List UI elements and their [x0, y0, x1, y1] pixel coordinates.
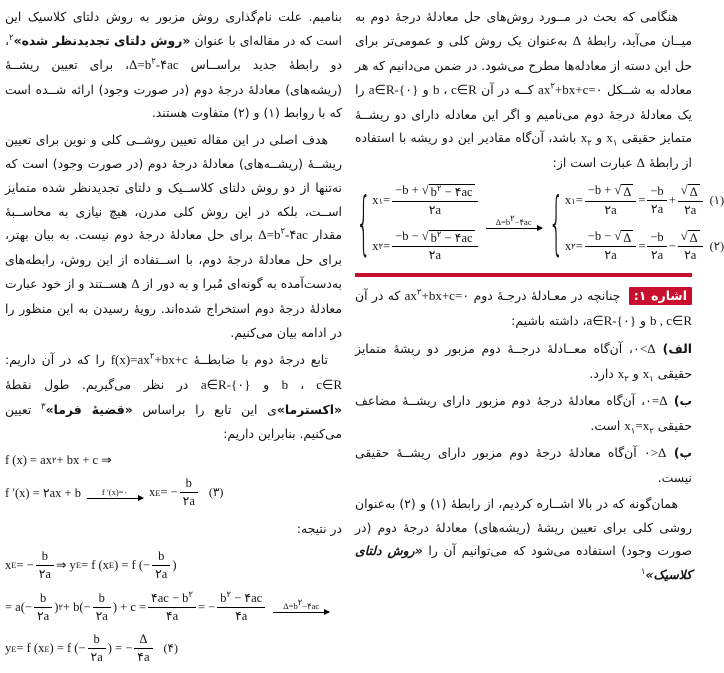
labeled-arrow [486, 213, 542, 229]
denominator [647, 247, 666, 264]
case-item-delta-zero [355, 389, 692, 439]
text-run: Δ [636, 155, 645, 171]
bold-term: ب) [667, 393, 692, 409]
numerator [148, 590, 196, 608]
numerator [217, 590, 265, 608]
text-run: عبارت است از: [552, 155, 637, 171]
text-run: ۲a [155, 566, 168, 581]
numerator [647, 183, 666, 201]
text-run: −b [650, 184, 664, 199]
text-run: ۲a [604, 202, 617, 217]
numerator [134, 631, 152, 649]
text-run: باشد، آن‌گاه مقادیر این دو ریشه با استفاده از رابطۀ [355, 130, 692, 171]
numerator [392, 228, 477, 248]
inline-math [111, 352, 188, 367]
text-run: ۴a [165, 608, 179, 623]
closing-paragraph [355, 492, 692, 587]
radicand [688, 230, 700, 247]
text-run: = − [198, 599, 216, 614]
text-run: -۴ac [155, 56, 179, 72]
equation-number: (۴) [163, 641, 178, 656]
denominator [585, 202, 637, 219]
text-run: b [430, 185, 437, 200]
text-run: b [158, 548, 165, 563]
text-run: −۴ac [302, 600, 320, 611]
square-root [614, 230, 633, 247]
bold-term: پ) [666, 444, 692, 460]
denominator [585, 247, 637, 264]
superscript: ۲ [436, 183, 442, 194]
text-run: ی این تابع را براساس [132, 401, 277, 417]
text-run: هســتند و از خود عبارت معادلۀ درجۀ دوم استخراج شده‌اند. رویۀ رسیدن به این منظور را در ادامه بیان می‌کنیم. [5, 276, 342, 340]
equation-extremum-x: x E = − $\frac{b}{۲a}$ ⇒ y E = f (x E ) = f (− $\frac{b}{۲a}$ ) [5, 548, 177, 581]
fraction [34, 590, 52, 625]
bold-italic-term: «روش دلتای کلاسیک» [355, 543, 692, 583]
radical-sign: √ [614, 228, 622, 243]
text-run: − ۴ac [441, 230, 473, 245]
text-run: +bx+c [154, 351, 188, 367]
text-run: ، دو رابطۀ جدید براســاس [5, 32, 343, 72]
inline-math [645, 393, 668, 408]
text-run: ax [404, 288, 417, 304]
subscript: ۱ [649, 373, 654, 384]
text-run: = [575, 193, 583, 207]
fraction [152, 548, 170, 583]
text-run: x [148, 485, 156, 500]
text-run: − ۴ac [231, 590, 263, 605]
fraction [585, 228, 637, 265]
inline-math [201, 377, 251, 392]
superscript: ۲ [188, 588, 193, 599]
equation-number: (۱) [709, 193, 724, 207]
text-run: ، برای تعیین ریشــۀ (ریشه‌های) معادلۀ درجۀ دوم (در صورت وجود) ارائه شــده است که با روابط (۱) و (۲) متفاوت هستند. [5, 56, 342, 121]
text-run: −۴ac [514, 217, 532, 228]
inline-math [606, 130, 618, 148]
text-run: x [564, 193, 572, 207]
fraction [585, 182, 637, 219]
text-run: x [642, 366, 650, 382]
radical-sign: √ [680, 183, 688, 198]
fraction [148, 590, 196, 625]
denominator [678, 247, 703, 264]
fraction [134, 631, 152, 666]
text-run: را که در آن داریم: [5, 351, 111, 367]
numerator [88, 631, 106, 649]
square-root [614, 184, 633, 201]
text-run: ، آن‌گاه معادلۀ درجۀ دوم مزبور دارای ریشــۀ مضاعف حقیقی [355, 393, 692, 434]
text-run: − ۴ac [441, 185, 473, 200]
denominator [180, 493, 198, 510]
radicand [621, 230, 633, 247]
text-run: b [93, 632, 100, 647]
inline-math [369, 82, 419, 97]
text-run: = [383, 193, 391, 207]
equation-row: x ۲ = −b − √ Δ ۲a = $\frac{-b}{۲a}$ − √ Δ ۲a (۲) [564, 228, 724, 263]
text-run: و [250, 376, 282, 392]
text-run: ) [172, 557, 177, 572]
fraction [88, 631, 106, 666]
text-run: b [39, 590, 47, 605]
text-run: −b − [395, 228, 422, 243]
text-run: و [636, 313, 650, 329]
text-run: Δ [139, 632, 148, 647]
text-run: Δ=b [129, 56, 152, 72]
labeled-arrow [273, 597, 329, 613]
text-run: Δ=b [495, 217, 511, 228]
text-run: + [668, 193, 676, 207]
arrow-shaft [273, 612, 329, 613]
denominator [134, 649, 152, 666]
arrow-label [495, 213, 532, 228]
text-run: b [220, 590, 227, 605]
text-run: = a(− [5, 599, 32, 614]
text-run: −b + [587, 183, 615, 198]
text-run: Δ [689, 230, 698, 245]
fraction [180, 475, 198, 510]
text-run: Δ [623, 185, 632, 200]
fraction [647, 229, 666, 264]
denominator [88, 649, 106, 666]
superscript: ۲ [510, 213, 515, 224]
inline-math [131, 276, 139, 291]
radical-sign: √ [421, 228, 429, 243]
denominator [678, 202, 703, 219]
text-run: ۲a [38, 566, 51, 581]
equation-row: x ۱ = −b + √ $b^۲$ − ۴ac ۲a [372, 182, 479, 219]
text-run: = f (x [81, 557, 109, 572]
text-run: = [383, 238, 391, 253]
text-run: ، داشته باشیم: [511, 313, 587, 329]
text-run: Δ [623, 230, 632, 245]
bold-term: «قضیۀ فرما» [45, 401, 133, 417]
text-run: است. [590, 418, 625, 434]
text-run: = [575, 238, 583, 253]
bold-term: الف) [655, 341, 692, 357]
text-run: ax [538, 81, 551, 97]
text-run: b [98, 590, 105, 605]
text-run: ۲a [684, 248, 697, 263]
intro-paragraph [355, 5, 692, 176]
denominator [647, 201, 666, 218]
denominator [152, 566, 170, 583]
text-run: + b(− [62, 599, 91, 614]
numerator [36, 548, 54, 566]
inline-math [580, 130, 592, 148]
text-run: ۲a [90, 650, 103, 665]
text-run: ) = f (− [49, 641, 86, 656]
inline-math [637, 155, 645, 170]
text-run: b [185, 476, 192, 491]
text-run: ، آن‌گاه معــادلۀ درجــۀ دوم مزبور دو ریشۀ متمایز حقیقی [355, 341, 692, 382]
text-run: a∈R-{۰} [200, 376, 251, 392]
square-root [422, 184, 475, 201]
text-run: x [606, 130, 613, 146]
subscript: ۲ [587, 137, 592, 148]
text-run: ۴a [235, 608, 248, 623]
inline-math [624, 418, 654, 436]
text-run: x [642, 418, 650, 434]
fraction [217, 590, 265, 625]
subscript: ۱ [630, 425, 636, 436]
right-column [355, 5, 724, 673]
superscript: ۲ [280, 226, 286, 237]
text-run: x [372, 238, 379, 253]
text-run: Δ [572, 32, 582, 48]
text-run: هنگامی که بحث در مــورد روش‌های حل معادلۀ درجۀ دوم به میــان می‌آید، رابطۀ [355, 9, 692, 48]
inline-math [573, 33, 581, 48]
consequence-label: در نتیجه: [296, 521, 342, 537]
superscript: ۲ [149, 350, 155, 361]
text-run: b [430, 230, 437, 245]
continuation-paragraph [5, 5, 342, 125]
text-run: ۲a [182, 494, 195, 509]
case-item-delta-positive [355, 337, 692, 387]
note-paragraph [355, 284, 692, 334]
text-run: = − [160, 485, 178, 500]
bold-term: «اکسترما» [276, 401, 342, 417]
numerator [93, 590, 111, 608]
inline-math [650, 313, 692, 328]
superscript: ۲ [9, 32, 14, 43]
inline-math [587, 313, 637, 328]
square-root [681, 184, 700, 201]
text-run: b [41, 548, 48, 563]
equation-fx-definition: f (x) = ax ۲ + bx + c ⇒ [5, 452, 112, 468]
equation-row: x ۲ = −b − √ $b^۲$ − ۴ac ۲a [372, 228, 479, 265]
text-run: f (x) = ax [5, 452, 52, 467]
superscript: ۲ [226, 588, 232, 599]
radical-sign: √ [421, 183, 429, 198]
text-run: b ، c∈R [281, 376, 342, 392]
denominator [217, 608, 265, 625]
text-run: ۲a [650, 202, 664, 216]
equation-system [565, 182, 724, 264]
text-run: و [418, 81, 434, 97]
text-run: Δ=b [283, 600, 298, 611]
text-run: ۲a [650, 247, 664, 262]
inline-math [538, 82, 603, 97]
text-run: x [564, 238, 572, 253]
text-run: ۴a [137, 650, 150, 665]
function-paragraph [5, 348, 342, 446]
text-run: −b − [587, 228, 615, 243]
text-run: آن‌گاه معادلۀ درجۀ دوم مزبور دارای ریشــۀ حقیقی نیست. [355, 444, 692, 485]
fraction [678, 182, 703, 219]
note-badge: اشاره ۱: [629, 287, 692, 305]
text-run: همان‌گونه که در بالا اشــاره کردیم، از رابطۀ (۱) و (۲) به‌عنوان روشی کلی برای تعیین ریشۀ (ریشه‌های) معادلۀ درجۀ دوم (در صورت وجود) استفاده می‌شود که می‌توانیم آن را [355, 495, 692, 559]
numerator [585, 182, 637, 202]
system-brace: { [356, 183, 372, 264]
inline-math [129, 57, 179, 72]
arrow-shaft [486, 228, 542, 229]
superscript: ۱ [640, 567, 646, 578]
radicand [429, 230, 475, 247]
text-run: = f (x [16, 641, 45, 656]
text-run: تابع درجۀ دوم با ضابطــۀ [187, 351, 328, 367]
text-run: ۰=Δ [644, 393, 668, 409]
equation-row: x ۱ = −b + √ Δ ۲a = $\frac{-b}{۲a}$ + √ Δ ۲a (۱) [564, 183, 724, 217]
text-run: ) = − [107, 641, 133, 656]
fraction [93, 590, 111, 625]
text-run: a∈R-{۰} [586, 313, 637, 329]
superscript: ۲ [416, 286, 422, 297]
fraction [392, 228, 477, 265]
text-run: ۲a [428, 202, 442, 217]
arrow-shaft [87, 498, 143, 499]
numerator [585, 228, 637, 248]
fraction [36, 548, 54, 583]
text-run: = [638, 238, 646, 253]
text-run: ) = f (− [114, 557, 151, 572]
text-run: a∈R-{۰} [368, 81, 419, 97]
denominator [148, 608, 196, 625]
superscript: ۲ [297, 597, 303, 608]
text-run: کــه در آن [476, 81, 539, 97]
fraction [678, 228, 703, 265]
text-run: Δ=b [258, 227, 281, 243]
equation-system [372, 182, 479, 264]
roots-formula-system [355, 182, 724, 264]
subscript: ۲ [624, 373, 629, 384]
text-run: Δ [131, 276, 140, 292]
text-run: که در آن [355, 288, 405, 304]
text-run: ۲a [36, 608, 50, 623]
equation-extremum-y: y E = f (x E ) = f (− $\frac{b}{۲a}$ ) = − $\frac{\Delta}{۴a}$ (۴) [5, 632, 178, 665]
bold-term: «روش دلتای تجدیدنظر شده» [13, 32, 191, 48]
text-run: بنامیم. علت نام‌گذاری روش مزبور به روش دلتای کلاسیک این است که در مقاله‌ای با عنوان [5, 9, 342, 48]
numerator [392, 182, 477, 202]
text-run: x [5, 557, 12, 572]
arrow-label [283, 597, 320, 611]
numerator [152, 548, 170, 566]
text-run: -۴ac [285, 227, 308, 243]
goal-paragraph [5, 128, 342, 345]
text-run: +bx+c=۰ [421, 288, 470, 304]
left-column [5, 5, 342, 673]
inline-math [617, 366, 629, 384]
inline-math [633, 341, 656, 356]
radical-sign: √ [614, 183, 622, 198]
text-run: ۲a [684, 202, 697, 217]
radicand [688, 184, 700, 201]
text-run: ⇒ y [55, 558, 76, 573]
text-run: ) + c = [112, 599, 147, 614]
text-run: + bx + c ⇒ [56, 453, 112, 468]
numerator [34, 590, 52, 608]
text-run: به‌عنوان یک روش کلی و عمومی‌تر برای حل این دسته از معادله‌ها مطرح می‌شود. در ضمن می‌دانیم که هر معادله به شــکل [355, 32, 692, 97]
denominator [392, 202, 477, 219]
equation-derivative: f ′(x) = ۲ax + b f ′(x)=۰ x E = − $\frac{b}{۲a}$ (۳) [5, 476, 224, 509]
square-root [422, 230, 475, 247]
text-run: تعیین می‌کنیم. بنابراین داریم: [5, 401, 342, 441]
numerator [180, 475, 198, 493]
text-run: = [638, 193, 646, 207]
text-run: −b + [395, 183, 422, 198]
arrow-label [102, 487, 128, 497]
text-run: y [5, 641, 12, 656]
text-run: − [668, 238, 676, 253]
denominator [34, 608, 52, 625]
equation-number: (۲) [709, 238, 724, 253]
text-run: = [635, 418, 643, 434]
text-run: برای حل معادلۀ درجۀ دوم نیست. به بیان بهتر، برای حل معادلۀ درجۀ دوم، با اســتفاده از این روش، رابطه‌های به‌دست‌آمده به گونه‌ای مُبرا و به دور از [5, 227, 342, 292]
denominator [392, 247, 477, 264]
text-run: را یک معادلۀ درجۀ دوم می‌نامیم و اگر این معادله دارای دو ریشــۀ متمایز حقیقی [355, 81, 692, 146]
subscript: ۲ [649, 425, 654, 436]
text-run: و [628, 366, 643, 382]
equation-number: (۳) [208, 485, 224, 500]
inline-math [644, 445, 667, 460]
text-run: f ′(x) = ۲ax + b [5, 485, 81, 500]
inline-math [282, 377, 342, 392]
text-run: −b [650, 229, 664, 244]
radical-sign: √ [680, 228, 688, 243]
system-brace: { [548, 183, 564, 264]
fraction [647, 183, 666, 218]
text-run: x [372, 193, 379, 207]
superscript: ۲ [151, 55, 156, 66]
text-run: در نظر می‌گیریم. طول نقطۀ [5, 376, 201, 392]
numerator [647, 229, 666, 247]
text-run: دارد. [589, 366, 618, 382]
text-run: ۰>Δ [643, 444, 667, 460]
denominator [36, 566, 54, 583]
superscript: ۲ [436, 228, 442, 239]
inline-math [258, 227, 308, 242]
text-run: و [591, 130, 607, 146]
text-run: b ، c∈R [433, 81, 477, 97]
text-run: = − [16, 557, 34, 572]
text-run: f(x)=ax [110, 351, 150, 367]
numerator [678, 182, 703, 202]
text-run: ۴ac − b [151, 590, 189, 605]
text-run: b , c∈R [649, 313, 692, 329]
text-run: Δ [689, 185, 698, 200]
denominator [93, 608, 111, 625]
section-divider [355, 273, 692, 277]
case-item-delta-negative [355, 441, 692, 490]
radicand [621, 184, 633, 201]
text-run: ۲a [604, 248, 617, 263]
text-run: ۰<Δ [632, 341, 656, 357]
text-run: +bx+c=۰ [554, 81, 603, 97]
text-run: x [580, 130, 588, 146]
text-run: ) [54, 599, 59, 614]
text-run: چنانچه در معـادلۀ درجـۀ دوم [469, 288, 625, 304]
text-run: هدف اصلی در این مقاله تعیین روشــی کلی و نوین برای تعیین ریشــۀ (ریشــه‌های) معادلۀ درجۀ دوم (در صورت وجود) است که نه‌تنها از دو روش دلتای کلاســیک و دلتای تجدیدنظر شده متمایز اســت، بلکه در این روش کلی مدرن، هیچ نیازی به محاســبۀ مقدار [5, 132, 342, 243]
text-run: ۲a [95, 608, 108, 623]
subscript: ۱ [612, 137, 618, 148]
superscript: ۲ [550, 80, 555, 91]
superscript: ۳ [41, 401, 46, 412]
labeled-arrow [87, 487, 143, 499]
square-root [681, 230, 700, 247]
radicand [429, 184, 475, 201]
inline-math [642, 366, 654, 384]
equation-expansion: = a(− $\frac{b}{۲a}$ ) ۲ + b(− $\frac{b}{۲a}$ ) + c = $\frac{۴ac - b^۲}{۴a}$ = − $\frac{b^۲ - ۴ac}{۴a}$ Δ=b۲−۴ac [5, 590, 342, 625]
fraction [392, 182, 477, 219]
text-run: x [617, 366, 625, 382]
inline-math [405, 288, 470, 303]
numerator [678, 228, 703, 248]
text-run: x [624, 418, 631, 434]
text-run: f ′(x)=۰ [101, 486, 129, 497]
text-run: ۲a [428, 248, 442, 263]
inline-math [433, 82, 477, 97]
